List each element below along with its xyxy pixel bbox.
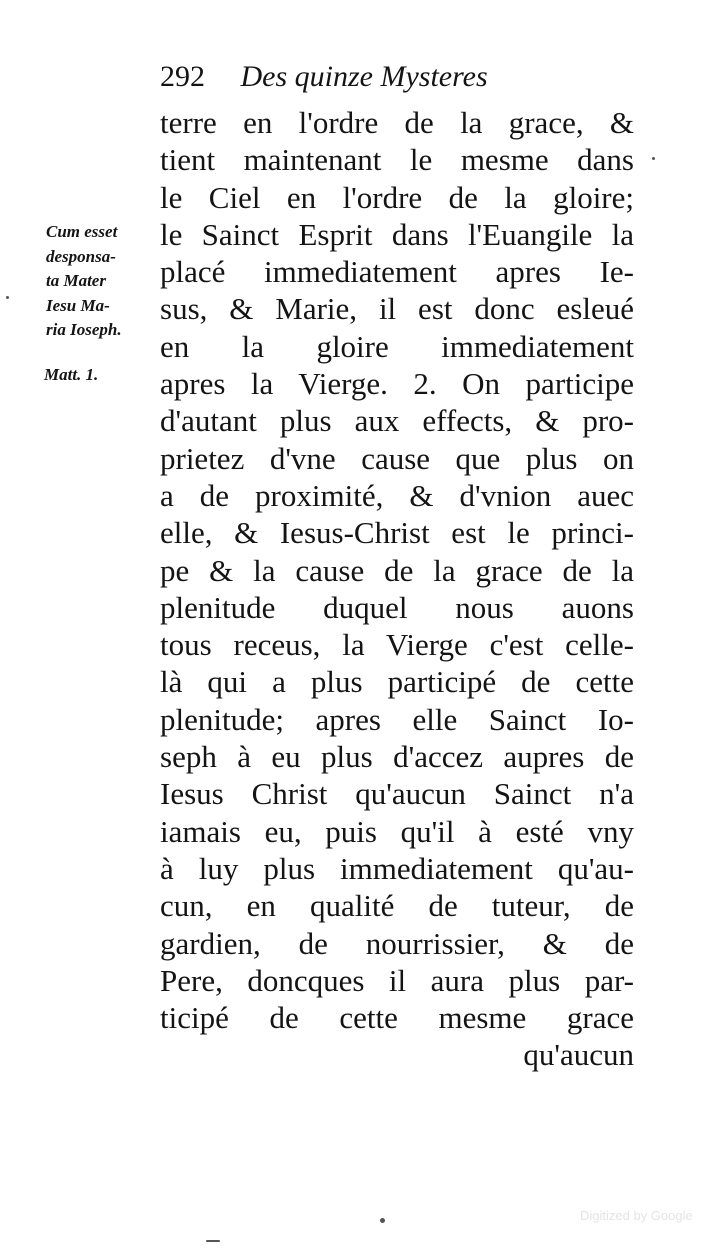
running-title: Des quinze Mysteres [240, 60, 488, 93]
body-text [160, 104, 634, 1074]
watermark: Digitized by Google [580, 1208, 693, 1223]
text-line: plenitude duquel nous auons [160, 589, 634, 625]
ink-speck [206, 1240, 220, 1242]
text-line: Pere, doncques il aura plus par- [160, 962, 634, 998]
text-line: sus, & Marie, il est donc esleué [160, 291, 634, 327]
margin-note-line: Iesu Ma- [46, 295, 110, 315]
text-line: tient maintenant le mesme dans [160, 142, 634, 178]
margin-note-line: ria Ioseph. [46, 320, 122, 339]
text-line: Iesus Christ qu'aucun Sainct n'a [160, 776, 634, 812]
text-line: pe & la cause de la grace de la [160, 552, 634, 588]
text-line: le Sainct Esprit dans l'Euangile la [160, 216, 634, 252]
text-line: là qui a plus participé de cette [160, 664, 634, 700]
ink-speck [652, 157, 655, 160]
catchword: qu'aucun [523, 1037, 634, 1073]
text-line: seph à eu plus d'accez aupres de [160, 739, 634, 775]
ink-speck [380, 1218, 385, 1223]
ink-speck [6, 296, 9, 299]
text-line: a de proximité, & d'vnion auec [160, 477, 634, 513]
margin-note-line: desponsa- [46, 246, 116, 266]
text-line: le Ciel en l'ordre de la gloire; [160, 179, 634, 215]
text-line: cun, en qualité de tuteur, de [160, 888, 634, 924]
text-line: d'autant plus aux effects, & pro- [160, 403, 634, 439]
text-line: en la gloire immediatement [160, 328, 634, 364]
text-line: terre en l'ordre de la grace, & [160, 105, 634, 140]
text-line: ticipé de cette mesme grace [160, 1000, 634, 1036]
text-line: tous receus, la Vierge c'est celle- [160, 627, 634, 663]
text-line: elle, & Iesus-Christ est le princi- [160, 515, 634, 551]
text-line: iamais eu, puis qu'il à esté vny [160, 813, 634, 849]
text-line: prietez d'vne cause que plus on [160, 440, 634, 476]
text-line: plenitude; apres elle Sainct Io- [160, 701, 634, 737]
margin-note-reference: Matt. 1. [44, 365, 99, 384]
text-line: à luy plus immediatement qu'au- [160, 850, 634, 886]
page-header [160, 60, 488, 94]
margin-note-line: ta Mater [46, 271, 106, 290]
page-number: 292 [160, 60, 205, 93]
text-line: apres la Vierge. 2. On participe [160, 366, 634, 402]
margin-note [46, 220, 156, 343]
text-line: gardien, de nourrissier, & de [160, 925, 634, 961]
margin-note-line: Cum esset [46, 222, 118, 241]
text-line: placé immediatement apres Ie- [160, 254, 634, 290]
